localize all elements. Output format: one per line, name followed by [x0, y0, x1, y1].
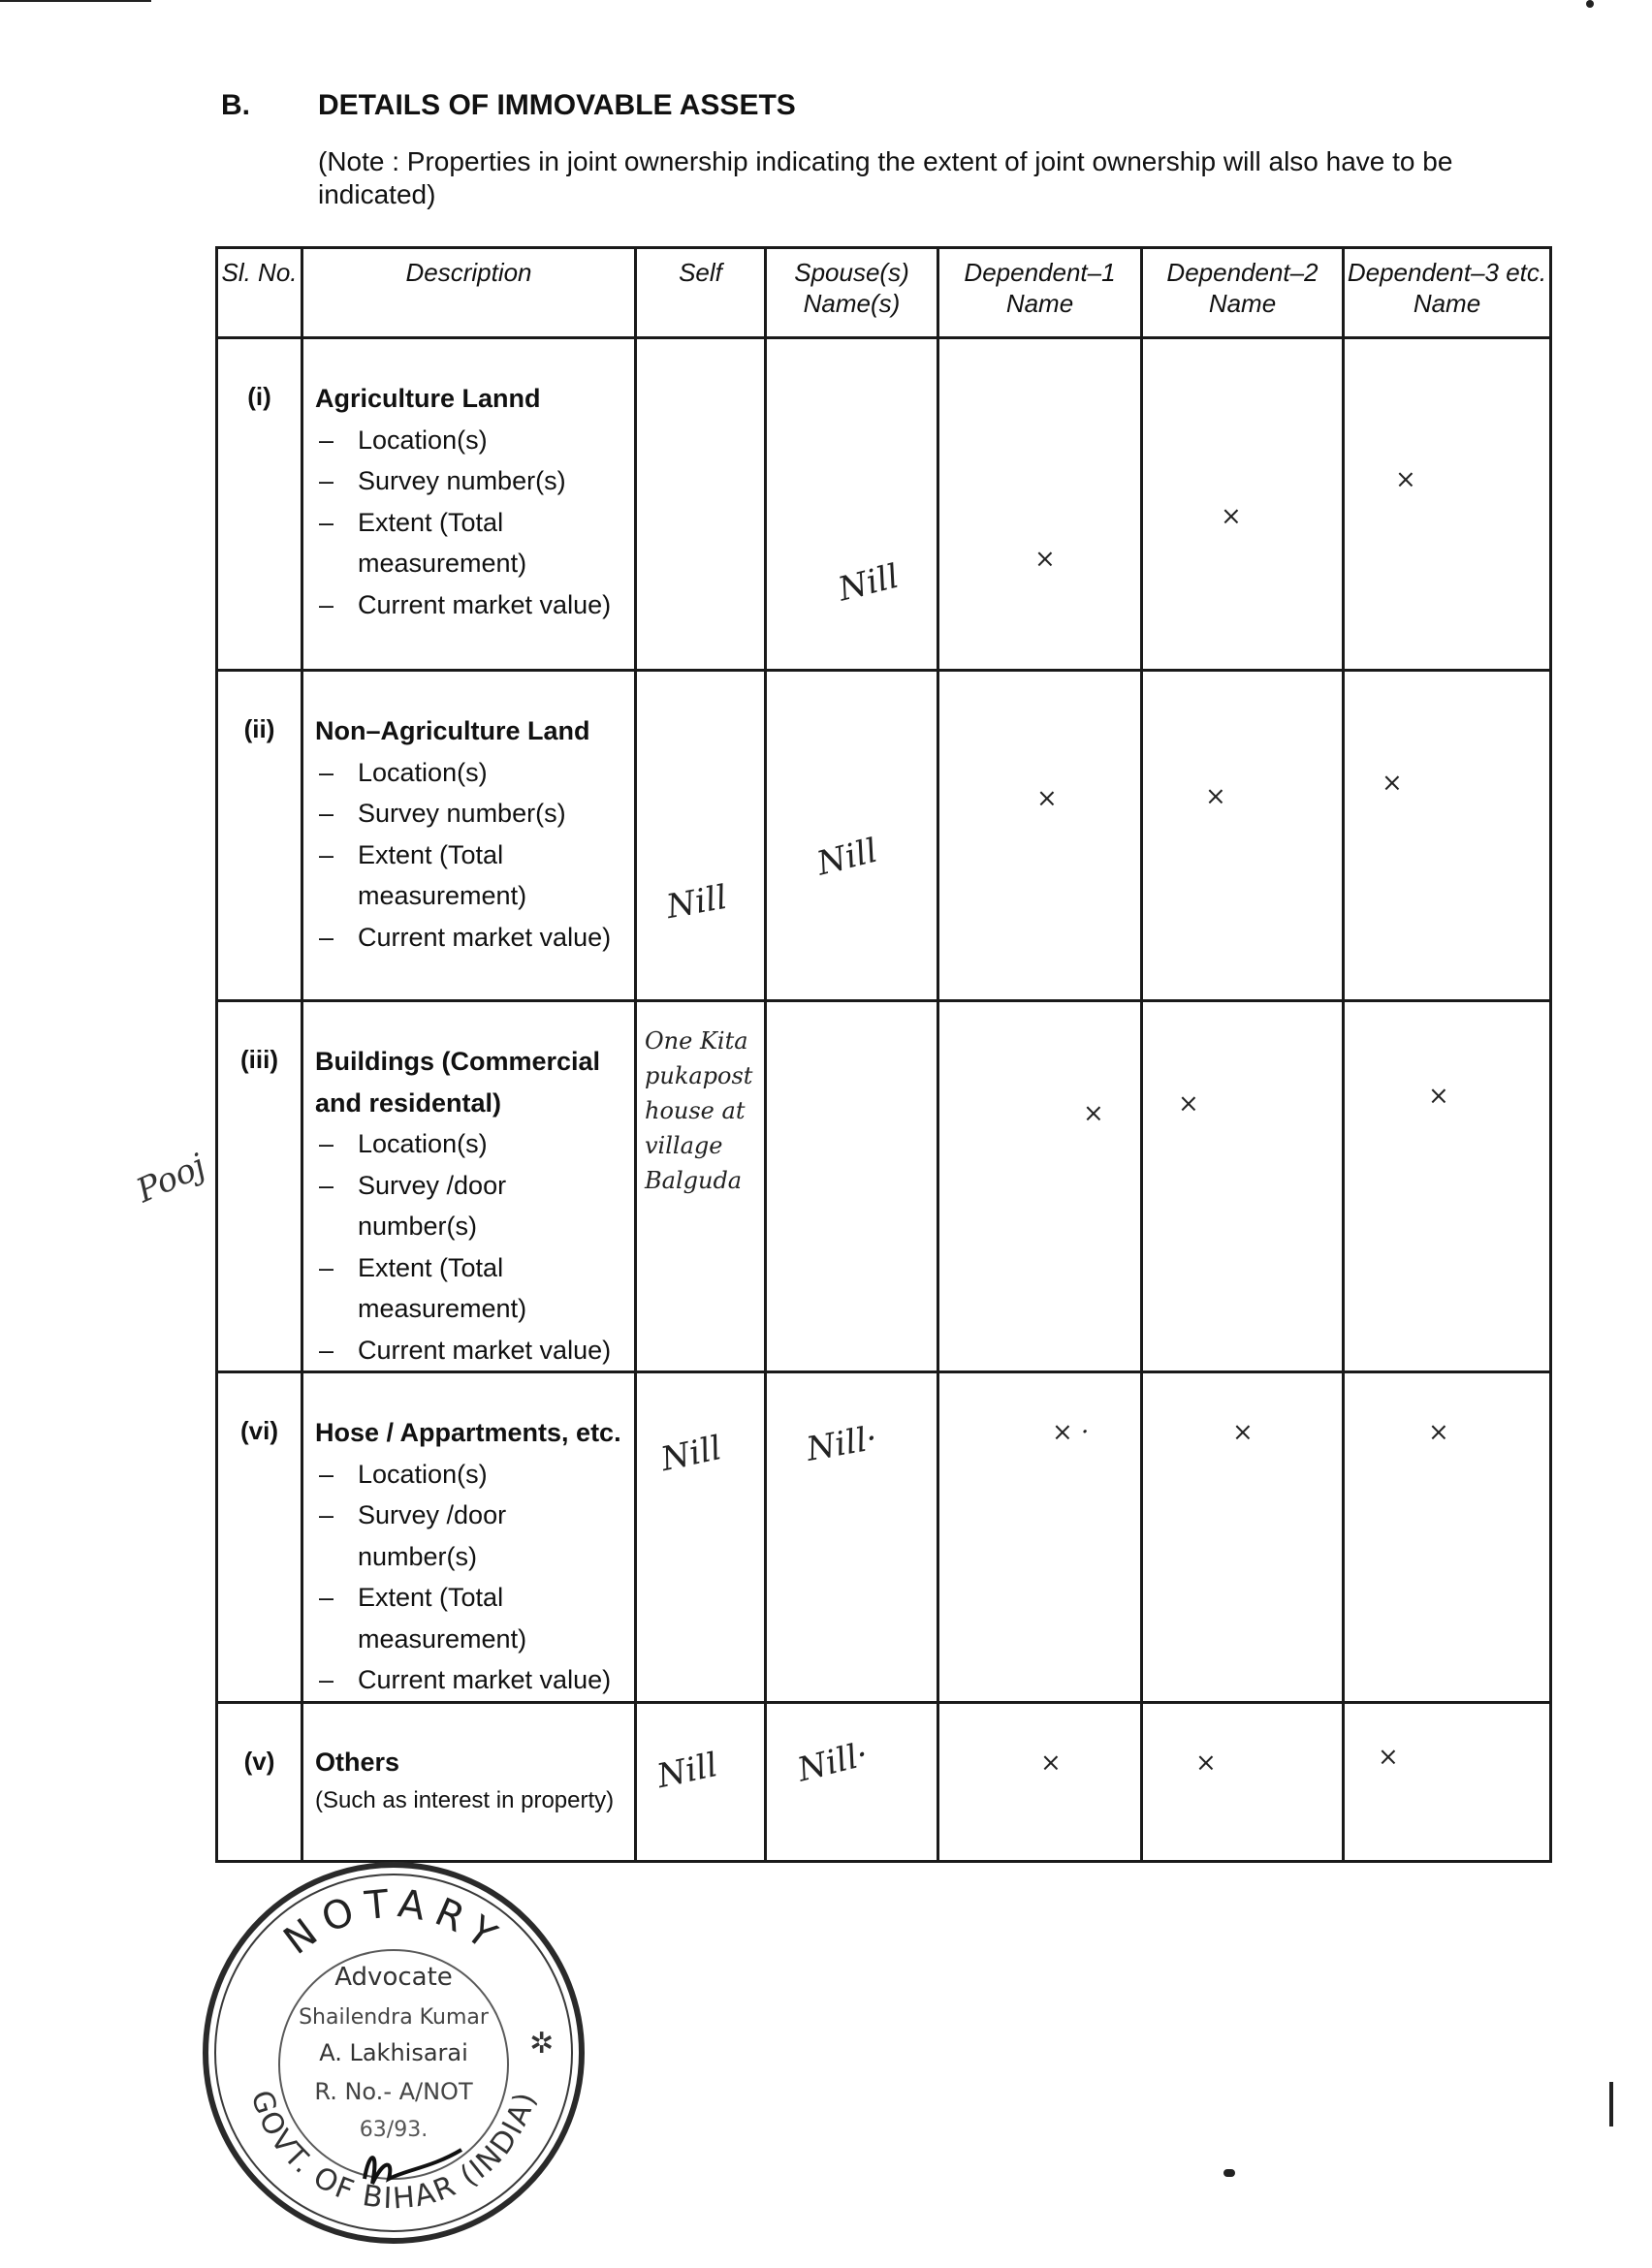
list-item: – Extent (Total measurement): [315, 1247, 624, 1330]
list-item: – Extent (Total measurement): [315, 502, 624, 584]
stamp-line: R. No.- A/NOT: [314, 2078, 473, 2105]
section-letter: B.: [221, 89, 250, 121]
handwritten-entry: Nill: [663, 877, 730, 928]
handwritten-cross: ×: [1040, 1748, 1062, 1778]
self-cell: [636, 1703, 766, 1862]
list-item: – Extent (Total measurement): [315, 1577, 624, 1659]
header-spouse: Spouse(s) Name(s): [766, 248, 938, 338]
row-title: Non–Agriculture Land: [315, 716, 590, 745]
self-cell: [636, 1372, 766, 1703]
handwritten-entry: Nill·: [793, 1735, 873, 1790]
list-item: – Location(s): [315, 752, 624, 794]
header-dependent-3: Dependent–3 etc. Name: [1344, 248, 1551, 338]
section-note: (Note : Properties in joint ownership indicating the extent of joint ownership will also have to be indicated): [318, 146, 1453, 209]
dependent-3-cell: [1344, 1703, 1551, 1862]
row-description: [302, 338, 636, 671]
row-title: Others: [315, 1748, 400, 1777]
row-description: [302, 1001, 636, 1372]
list-item: – Current market value): [315, 1659, 624, 1701]
handwritten-cross: ×: [1195, 1748, 1217, 1778]
handwritten-entry: Nill: [657, 1429, 725, 1480]
self-cell: [636, 671, 766, 1001]
dependent-1-cell: [938, 1703, 1142, 1862]
immovable-assets-table: [215, 246, 1552, 1863]
list-item: – Survey /door number(s): [315, 1165, 624, 1247]
row-title: Agriculture Lannd: [315, 384, 541, 413]
scan-edge-line: [0, 0, 151, 2]
scan-mark-right: [1609, 2082, 1613, 2126]
header-sl-no: Sl. No.: [217, 248, 302, 338]
row-sl-no: (v): [217, 1703, 302, 1862]
stamp-ring-bottom: GOVT. OF BIHAR (INDIA): [243, 2086, 544, 2217]
dependent-1-cell: [938, 338, 1142, 671]
handwritten-cross: ×: [1221, 502, 1242, 531]
handwritten-cross: ×: [1395, 465, 1416, 494]
stamp-ring-top: NOTARY: [275, 1881, 512, 1965]
notary-stamp: [200, 1859, 588, 2247]
star-icon: ✲: [529, 2027, 555, 2061]
list-item: – Location(s): [315, 1123, 624, 1165]
table-header-row: [217, 248, 1551, 338]
spouse-cell: [766, 1001, 938, 1372]
handwritten-cross: × ·: [1052, 1418, 1090, 1447]
row-sl-no: (ii): [217, 671, 302, 1001]
margin-initials: Pooj: [131, 1146, 211, 1212]
table-row: [217, 1372, 1551, 1703]
handwritten-cross: ×: [1428, 1082, 1449, 1111]
section-title: DETAILS OF IMMOVABLE ASSETS: [318, 89, 796, 121]
header-self: Self: [636, 248, 766, 338]
table-row: [217, 338, 1551, 671]
list-item: – Location(s): [315, 420, 624, 461]
dependent-1-cell: [938, 671, 1142, 1001]
dependent-2-cell: [1142, 338, 1344, 671]
handwritten-entry: Nill: [653, 1746, 721, 1797]
handwritten-entry: Nill: [812, 831, 881, 884]
handwritten-cross: ×: [1036, 784, 1058, 813]
spouse-cell: [766, 338, 938, 671]
row-description: [302, 671, 636, 1001]
dependent-3-cell: [1344, 1001, 1551, 1372]
self-cell: [636, 338, 766, 671]
dependent-2-cell: [1142, 671, 1344, 1001]
row-title: Buildings (Commercial and residental): [315, 1047, 601, 1118]
stamp-line: 63/93.: [359, 2118, 429, 2142]
table-row: [217, 671, 1551, 1001]
spouse-cell: [766, 1703, 938, 1862]
dependent-1-cell: [938, 1001, 1142, 1372]
dependent-3-cell: [1344, 671, 1551, 1001]
header-dependent-1: Dependent–1 Name: [938, 248, 1142, 338]
list-item: – Current market value): [315, 584, 624, 626]
handwritten-cross: ×: [1178, 1089, 1199, 1118]
header-description: Description: [302, 248, 636, 338]
handwritten-entry: Nill·: [803, 1418, 880, 1469]
handwritten-cross: ×: [1378, 1743, 1399, 1772]
handwritten-cross: ×: [1083, 1099, 1104, 1128]
list-item: – Survey number(s): [315, 460, 624, 502]
list-item: – Survey /door number(s): [315, 1495, 624, 1577]
dependent-2-cell: [1142, 1372, 1344, 1703]
dependent-3-cell: [1344, 1372, 1551, 1703]
stamp-line: Advocate: [334, 1963, 453, 1992]
list-item: – Extent (Total measurement): [315, 835, 624, 917]
dependent-3-cell: [1344, 338, 1551, 671]
handwritten-cross: ×: [1428, 1418, 1449, 1447]
list-item: – Current market value): [315, 917, 624, 959]
list-item: – Current market value): [315, 1330, 624, 1371]
row-description: [302, 1703, 636, 1862]
row-sl-no: (i): [217, 338, 302, 671]
stamp-line: Shailendra Kumar: [299, 2005, 489, 2030]
row-subtitle: (Such as interest in property): [315, 1787, 615, 1813]
row-sl-no: (iii): [217, 1001, 302, 1372]
handwritten-cross: ×: [1205, 782, 1226, 811]
table-row: [217, 1001, 1551, 1372]
row-sl-no: (vi): [217, 1372, 302, 1703]
dependent-1-cell: [938, 1372, 1142, 1703]
row-title: Hose / Appartments, etc.: [315, 1418, 621, 1447]
section-heading: [221, 89, 796, 122]
list-item: – Location(s): [315, 1454, 624, 1496]
handwritten-entry: Nill: [834, 556, 903, 610]
spouse-cell: [766, 1372, 938, 1703]
header-dependent-2: Dependent–2 Name: [1142, 248, 1344, 338]
dependent-2-cell: [1142, 1001, 1344, 1372]
handwritten-cross: ×: [1034, 545, 1056, 574]
dependent-2-cell: [1142, 1703, 1344, 1862]
handwritten-cross: ×: [1232, 1418, 1254, 1447]
handwritten-address: One Kita pukapost house at village Balguda: [645, 1027, 753, 1194]
spouse-cell: [766, 671, 938, 1001]
self-cell: [636, 1001, 766, 1372]
scan-dot-top: [1586, 0, 1594, 8]
stamp-line: A. Lakhisarai: [319, 2039, 468, 2066]
list-item: – Survey number(s): [315, 793, 624, 835]
handwritten-cross: ×: [1382, 769, 1403, 798]
row-description: [302, 1372, 636, 1703]
table-row: [217, 1703, 1551, 1862]
scan-dot: [1223, 2169, 1235, 2177]
